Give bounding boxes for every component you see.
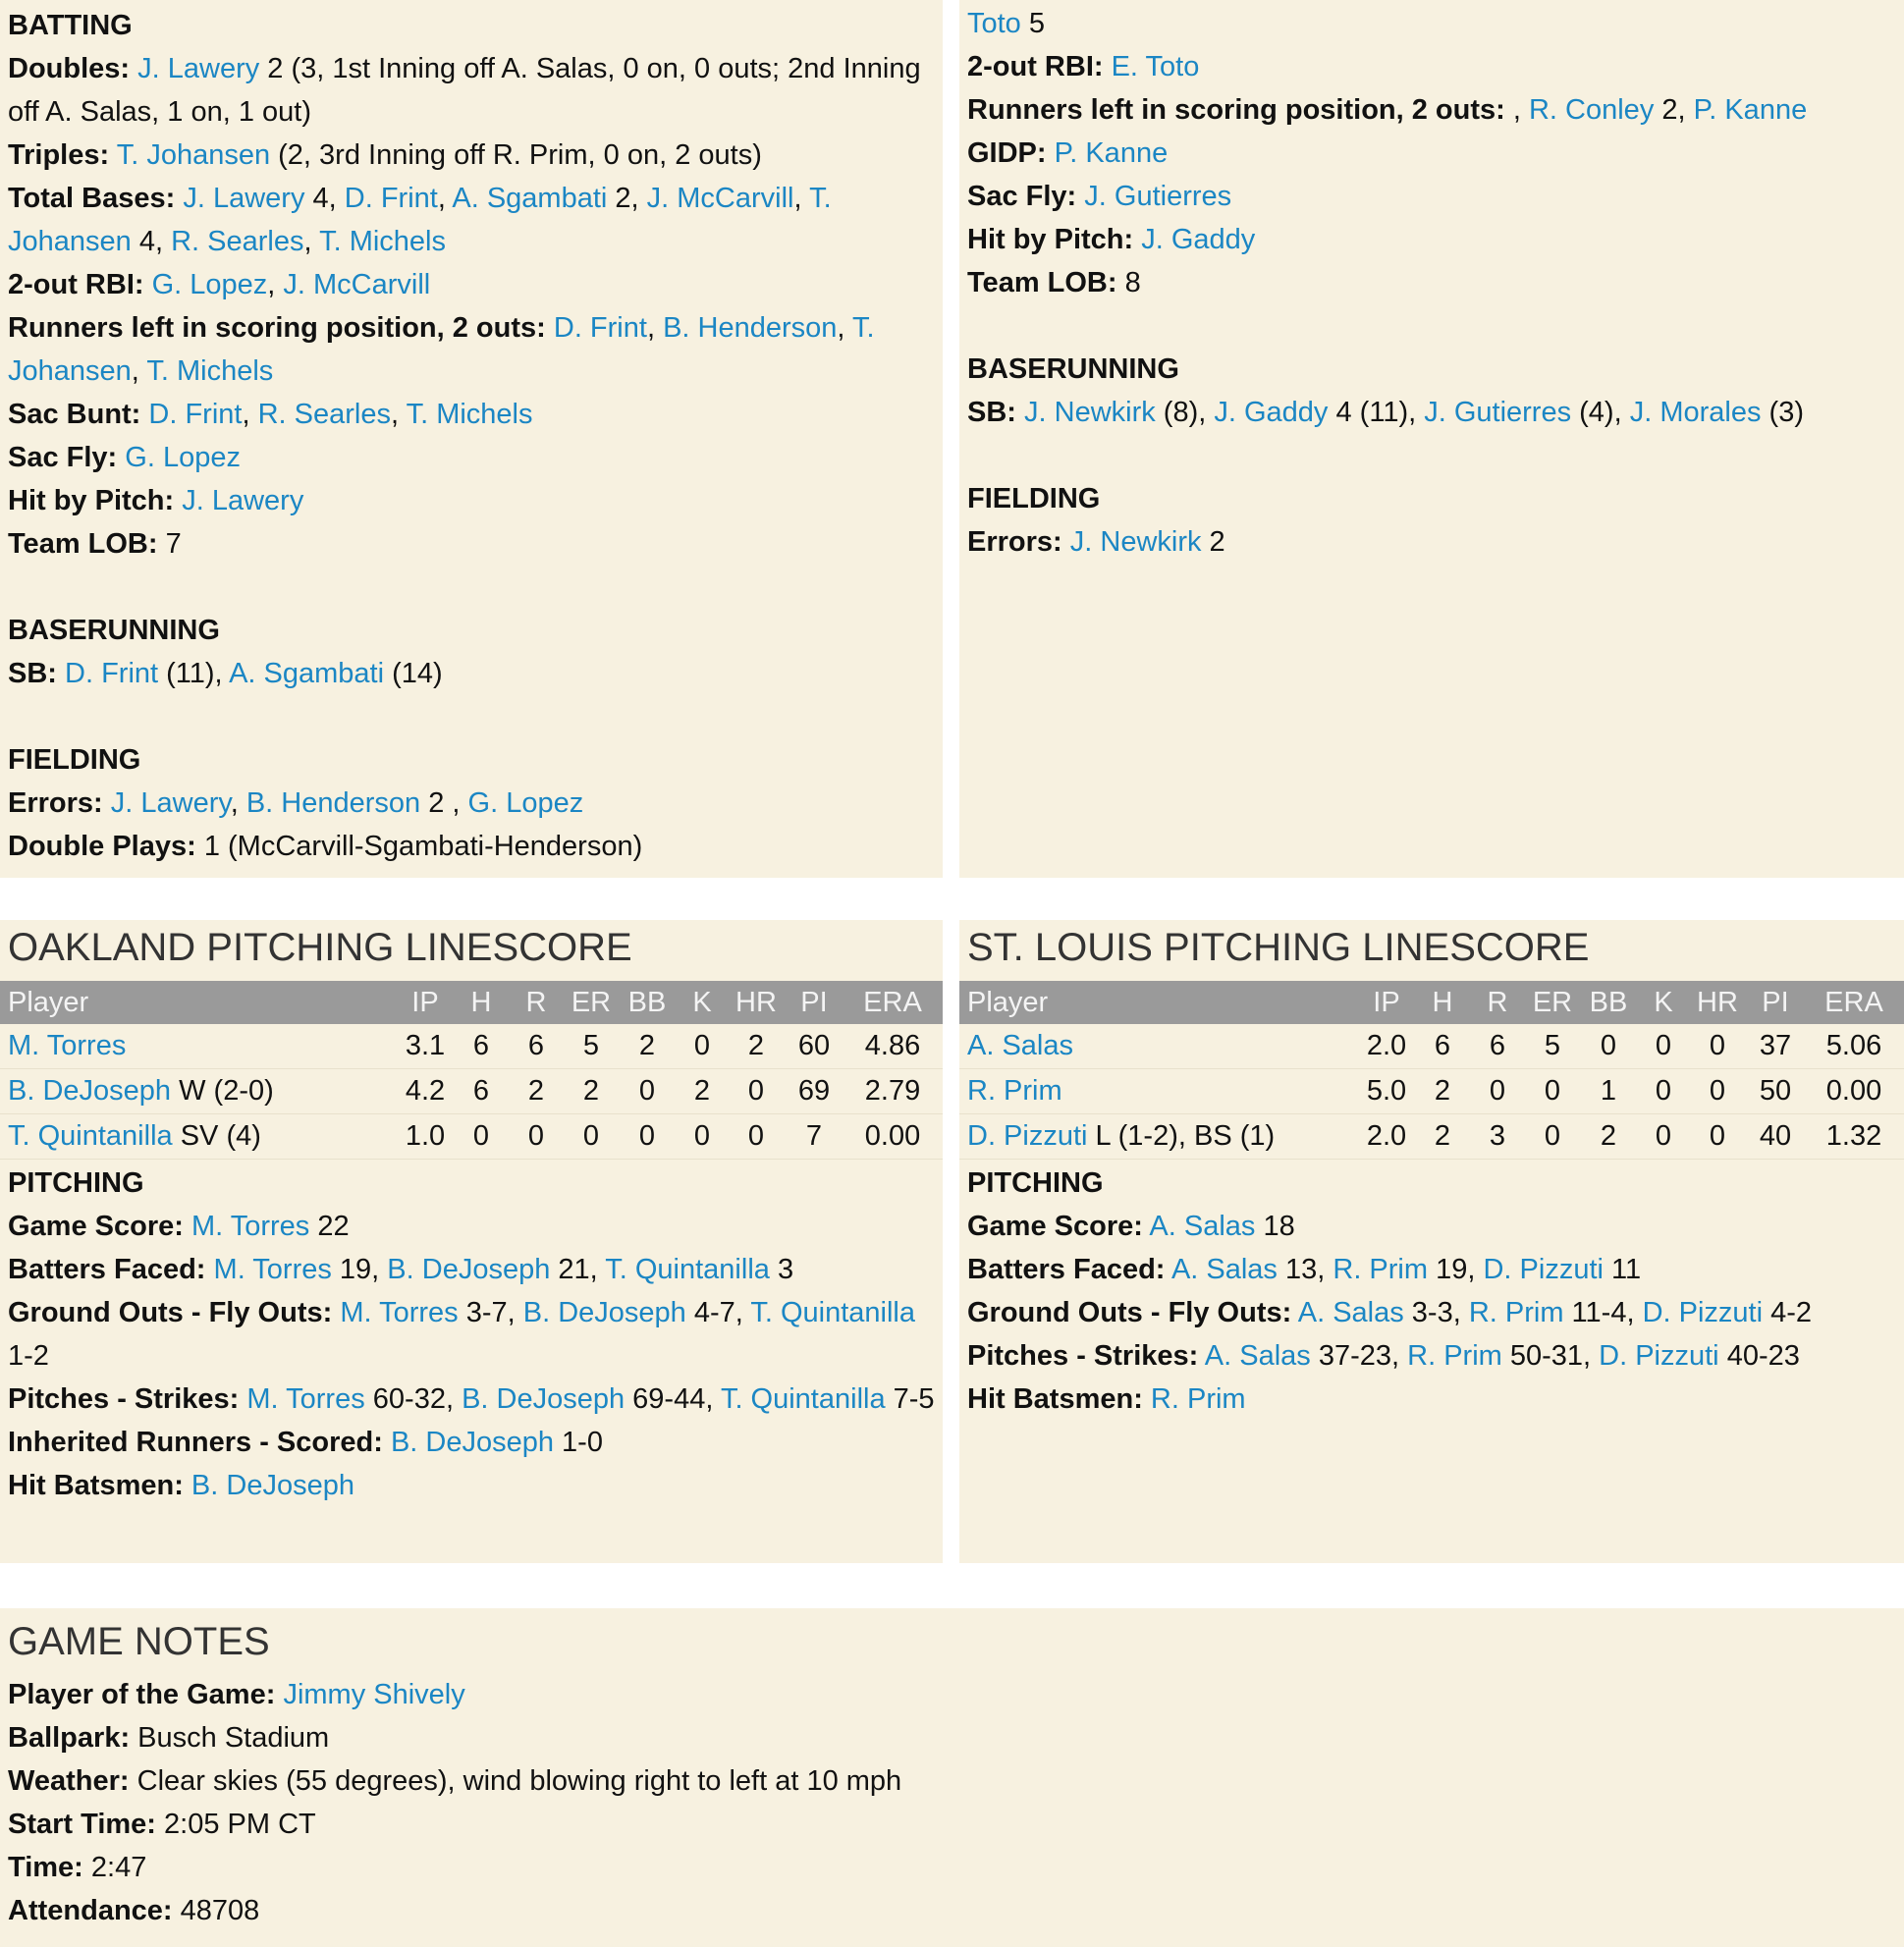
- player-of-game-line: [8, 1673, 1904, 1716]
- cell-h: 6: [456, 1069, 507, 1114]
- total-bases-line: Total Bases: J. Lawery 4, D. Frint, A. Sgambati 2, J. McCarvill, T. Johansen 4, R. Searles, T. Michels: [8, 183, 832, 257]
- column-header-ip[interactable]: IP: [395, 981, 456, 1024]
- cell-pi: 37: [1747, 1024, 1804, 1069]
- two-out-rbi-label: 2-out RBI:: [8, 269, 144, 300]
- stlouis-stats-panel: [959, 0, 1904, 878]
- oakland-pitching-table: [0, 981, 943, 1160]
- doubles-detail: 2 (3, 1st Inning off A. Salas, 0 on, 0 outs; 2nd Inning off A. Salas, 1 on, 1 out): [8, 53, 921, 128]
- stat-value: 69-44,: [625, 1383, 721, 1415]
- ground-fly-outs-line: [967, 1291, 1904, 1334]
- gidp-line: [967, 132, 1904, 175]
- game-notes-list: [0, 1673, 1904, 1932]
- stat-value: 5: [1020, 8, 1046, 39]
- ground-fly-outs-label: Ground Outs - Fly Outs:: [8, 1297, 333, 1328]
- player-link[interactable]: A. Salas: [1170, 1254, 1278, 1285]
- toto-line: [967, 2, 1904, 45]
- table-row: [959, 1069, 1904, 1114]
- two-out-rbi-line: 2-out RBI: G. Lopez, J. McCarvill: [8, 269, 431, 300]
- cell-h: 2: [1417, 1114, 1468, 1160]
- cell-pi: 69: [786, 1069, 843, 1114]
- stolen-bases-label: SB:: [967, 397, 1016, 428]
- player-link[interactable]: B. Henderson: [663, 312, 838, 344]
- cell-era: 4.86: [843, 1024, 943, 1069]
- decision-note: SV (4): [172, 1120, 261, 1152]
- player-link[interactable]: D. Pizzuti: [1642, 1297, 1764, 1328]
- cell-h: 0: [456, 1114, 507, 1160]
- game-notes-title: GAME NOTES: [8, 1620, 270, 1663]
- cell-h: 2: [1417, 1069, 1468, 1114]
- cell-bb: 0: [617, 1069, 678, 1114]
- oakland-stats-panel: [0, 0, 943, 878]
- stlouis-pitching-table: [959, 981, 1904, 1160]
- cell-k: 0: [1639, 1024, 1688, 1069]
- fielding-header: FIELDING: [8, 744, 141, 776]
- stat-value: 4: [304, 183, 329, 214]
- stlouis-pitching-title: ST. LOUIS PITCHING LINESCORE: [967, 926, 1590, 969]
- team-lob-value: 7: [157, 528, 182, 560]
- player-link[interactable]: J. Lawery: [183, 183, 305, 214]
- player-link[interactable]: T. Quintanilla: [8, 1120, 173, 1152]
- team-lob-label: Team LOB:: [8, 528, 158, 560]
- player-link[interactable]: B. DeJoseph: [390, 1427, 554, 1458]
- player-link[interactable]: A. Sgambati: [229, 658, 385, 689]
- cell-era: 1.32: [1804, 1114, 1904, 1160]
- cell-h: 6: [1417, 1024, 1468, 1069]
- errors-label: Errors:: [967, 526, 1062, 558]
- ballpark-value: Busch Stadium: [130, 1722, 330, 1754]
- triples-label: Triples:: [8, 139, 110, 171]
- game-score-label: Game Score:: [8, 1211, 184, 1242]
- sac-bunt-line: Sac Bunt: D. Frint, R. Searles, T. Michels: [8, 399, 533, 430]
- stat-value: 4-7,: [685, 1297, 751, 1328]
- game-time-label: Time:: [8, 1852, 83, 1883]
- stat-value: 18: [1255, 1211, 1295, 1242]
- stat-value: 21,: [550, 1254, 606, 1285]
- game-score-line: [967, 1205, 1904, 1248]
- cell-ip: 3.1: [395, 1024, 456, 1069]
- column-header-hr[interactable]: HR: [1688, 981, 1747, 1024]
- player-link[interactable]: T. Michels: [406, 399, 533, 430]
- team-lob-value: 8: [1116, 267, 1141, 298]
- player-link[interactable]: Toto: [967, 8, 1021, 39]
- stat-value: (8),: [1155, 397, 1215, 428]
- stat-value: 2: [607, 183, 631, 214]
- game-time-value: 2:47: [82, 1852, 147, 1883]
- player-link[interactable]: B. DeJoseph: [190, 1470, 354, 1501]
- ballpark-line: [8, 1716, 1904, 1759]
- stat-value: 60-32,: [364, 1383, 462, 1415]
- cell-er: 0: [1527, 1069, 1578, 1114]
- stat-value: (4),: [1571, 397, 1630, 428]
- cell-pi: 60: [786, 1024, 843, 1069]
- fielding-header: FIELDING: [967, 483, 1101, 514]
- decision-note: L (1-2), BS (1): [1087, 1120, 1276, 1152]
- player-link[interactable]: R. Prim: [1333, 1254, 1429, 1285]
- column-header-h[interactable]: H: [1417, 981, 1468, 1024]
- table-row: [0, 1024, 943, 1069]
- stat-value: 4: [131, 226, 155, 257]
- hbp-label: Hit by Pitch:: [8, 485, 175, 516]
- ground-fly-outs-label: Ground Outs - Fly Outs:: [967, 1297, 1292, 1328]
- player-link[interactable]: R. Searles: [171, 226, 304, 257]
- cell-er: 2: [566, 1069, 617, 1114]
- sac-fly-label: Sac Fly:: [967, 181, 1077, 212]
- team-lob-line: [967, 261, 1904, 304]
- stat-value: (3): [1761, 397, 1804, 428]
- player-link[interactable]: R. Prim: [1150, 1383, 1246, 1415]
- player-link[interactable]: D. Frint: [344, 183, 438, 214]
- attendance-line: [8, 1889, 1904, 1932]
- hit-batsmen-label: Hit Batsmen:: [8, 1470, 184, 1501]
- cell-pi: 40: [1747, 1114, 1804, 1160]
- column-header-k[interactable]: K: [1639, 981, 1688, 1024]
- player-link[interactable]: J. Newkirk: [1069, 526, 1202, 558]
- player-link[interactable]: G. Lopez: [125, 442, 241, 473]
- stlouis-pitching-notes: [959, 1160, 1904, 1421]
- column-header-player[interactable]: Player: [0, 981, 395, 1024]
- stat-value: 3: [769, 1254, 794, 1285]
- doubles-label: Doubles:: [8, 53, 131, 84]
- team-lob-line: [8, 522, 943, 566]
- player-link[interactable]: D. Pizzuti: [967, 1120, 1088, 1152]
- gidp-label: GIDP:: [967, 137, 1047, 169]
- hit-batsmen-line: [967, 1378, 1904, 1421]
- player-link[interactable]: B. DeJoseph: [462, 1383, 626, 1415]
- player-link[interactable]: J. Gutierres: [1424, 397, 1572, 428]
- ground-fly-outs-line: [8, 1291, 943, 1378]
- player-link[interactable]: J. Lawery: [182, 485, 304, 516]
- pitching-header: PITCHING: [8, 1167, 144, 1199]
- player-link[interactable]: D. Frint: [148, 399, 243, 430]
- sac-fly-label: Sac Fly:: [8, 442, 118, 473]
- hbp-line: [967, 218, 1904, 261]
- player-link[interactable]: B. Henderson: [245, 787, 421, 819]
- inherited-runners-line: [8, 1421, 943, 1464]
- player-link[interactable]: P. Kanne: [1693, 94, 1808, 126]
- cell-bb: 2: [617, 1024, 678, 1069]
- hbp-line: [8, 479, 943, 522]
- player-link[interactable]: T. Quintanilla: [750, 1297, 916, 1328]
- errors-label: Errors:: [8, 787, 103, 819]
- risp-line: Runners left in scoring position, 2 outs: D. Frint, B. Henderson, T. Johansen, T. Michels: [8, 312, 875, 387]
- column-header-bb[interactable]: BB: [617, 981, 678, 1024]
- total-bases-label: Total Bases:: [8, 183, 176, 214]
- weather-value: Clear skies (55 degrees), wind blowing right to left at 10 mph: [129, 1765, 902, 1797]
- start-time-value: 2:05 PM CT: [155, 1809, 316, 1840]
- stat-value: 40-23: [1718, 1340, 1800, 1372]
- errors-line: [967, 520, 1904, 564]
- cell-bb: 2: [1578, 1114, 1639, 1160]
- cell-k: 0: [678, 1024, 727, 1069]
- oakland-pitching-notes: [0, 1160, 943, 1507]
- batters-faced-label: Batters Faced:: [967, 1254, 1166, 1285]
- hbp-label: Hit by Pitch:: [967, 224, 1134, 255]
- player-link[interactable]: J. Newkirk: [1024, 397, 1156, 428]
- cell-ip: 4.2: [395, 1069, 456, 1114]
- team-lob-label: Team LOB:: [967, 267, 1117, 298]
- table-row: [0, 1114, 943, 1160]
- column-header-hr[interactable]: HR: [727, 981, 786, 1024]
- cell-r: 0: [1468, 1069, 1527, 1114]
- weather-label: Weather:: [8, 1765, 130, 1797]
- cell-h: 6: [456, 1024, 507, 1069]
- weather-line: [8, 1759, 1904, 1803]
- cell-ip: 2.0: [1356, 1114, 1417, 1160]
- player-link[interactable]: A. Salas: [1149, 1211, 1256, 1242]
- column-header-er[interactable]: ER: [1527, 981, 1578, 1024]
- stat-value: 3-7,: [458, 1297, 523, 1328]
- hit-batsmen-line: [8, 1464, 943, 1507]
- cell-pi: 7: [786, 1114, 843, 1160]
- sac-fly-line: [967, 175, 1904, 218]
- player-link[interactable]: J. Morales: [1629, 397, 1762, 428]
- player-link[interactable]: P. Kanne: [1054, 137, 1169, 169]
- column-header-h[interactable]: H: [456, 981, 507, 1024]
- player-link[interactable]: M. Torres: [340, 1297, 459, 1328]
- cell-hr: 0: [727, 1069, 786, 1114]
- double-plays-value: 1 (McCarvill-Sgambati-Henderson): [195, 831, 643, 862]
- stat-value: 11: [1603, 1254, 1642, 1285]
- baserunning-header: BASERUNNING: [967, 353, 1179, 385]
- stat-value: 11-4,: [1563, 1297, 1643, 1328]
- two-out-rbi-line: [967, 45, 1904, 88]
- stat-value: 37-23,: [1310, 1340, 1408, 1372]
- hit-batsmen-label: Hit Batsmen:: [967, 1383, 1143, 1415]
- stat-value: 3-3,: [1403, 1297, 1469, 1328]
- batters-faced-label: Batters Faced:: [8, 1254, 206, 1285]
- player-link[interactable]: T. Quintanilla: [720, 1383, 886, 1415]
- oakland-pitching-title: OAKLAND PITCHING LINESCORE: [8, 926, 632, 969]
- stat-value: 19,: [1428, 1254, 1484, 1285]
- player-link[interactable]: D. Pizzuti: [1599, 1340, 1719, 1372]
- game-score-label: Game Score:: [967, 1211, 1143, 1242]
- cell-k: 2: [678, 1069, 727, 1114]
- player-link[interactable]: M. Torres: [190, 1211, 310, 1242]
- player-link[interactable]: T. Johansen: [116, 139, 271, 171]
- cell-hr: 0: [1688, 1024, 1747, 1069]
- two-out-rbi-label: 2-out RBI:: [967, 51, 1104, 82]
- cell-r: 6: [507, 1024, 566, 1069]
- player-link[interactable]: G. Lopez: [467, 787, 584, 819]
- pitches-strikes-label: Pitches - Strikes:: [967, 1340, 1199, 1372]
- column-header-er[interactable]: ER: [566, 981, 617, 1024]
- player-link[interactable]: T. Johansen: [8, 183, 832, 257]
- game-notes-panel: [0, 1608, 1904, 1947]
- ballpark-label: Ballpark:: [8, 1722, 131, 1754]
- player-link[interactable]: M. Torres: [8, 1030, 127, 1061]
- column-header-r[interactable]: R: [1468, 981, 1527, 1024]
- risp-line: [967, 88, 1904, 132]
- stat-value: (11),: [158, 658, 230, 689]
- player-link[interactable]: T. Quintanilla: [605, 1254, 770, 1285]
- cell-r: 6: [1468, 1024, 1527, 1069]
- cell-era: 0.00: [843, 1114, 943, 1160]
- player-link[interactable]: J. McCarvill: [283, 269, 431, 300]
- cell-r: 2: [507, 1069, 566, 1114]
- batters-faced-line: [967, 1248, 1904, 1291]
- player-link[interactable]: T. Michels: [319, 226, 446, 257]
- cell-hr: 2: [727, 1024, 786, 1069]
- cell-ip: 5.0: [1356, 1069, 1417, 1114]
- player-link[interactable]: J. McCarvill: [646, 183, 794, 214]
- cell-bb: 1: [1578, 1069, 1639, 1114]
- player-link[interactable]: J. Lawery: [137, 53, 260, 84]
- cell-bb: 0: [1578, 1024, 1639, 1069]
- sac-bunt-label: Sac Bunt:: [8, 399, 141, 430]
- table-row: [959, 1024, 1904, 1069]
- column-header-era[interactable]: ERA: [843, 981, 943, 1024]
- table-header-row: [959, 981, 1904, 1024]
- stolen-bases-label: SB:: [8, 658, 57, 689]
- cell-ip: 2.0: [1356, 1024, 1417, 1069]
- player-link[interactable]: R. Searles: [257, 399, 391, 430]
- player-link[interactable]: R. Prim: [967, 1075, 1062, 1107]
- triples-detail: (2, 3rd Inning off R. Prim, 0 on, 2 outs): [270, 139, 762, 171]
- player-link[interactable]: A. Sgambati: [452, 183, 608, 214]
- cell-k: 0: [1639, 1114, 1688, 1160]
- cell-ip: 1.0: [395, 1114, 456, 1160]
- cell-era: 5.06: [1804, 1024, 1904, 1069]
- cell-bb: 0: [617, 1114, 678, 1160]
- stat-value: 50-31,: [1501, 1340, 1600, 1372]
- oakland-pitching-panel: [0, 920, 943, 1563]
- player-link[interactable]: E. Toto: [1111, 51, 1200, 82]
- player-link[interactable]: T. Michels: [146, 355, 274, 387]
- player-link[interactable]: B. DeJoseph: [387, 1254, 551, 1285]
- table-header-row: [0, 981, 943, 1024]
- table-row: [0, 1069, 943, 1114]
- cell-er: 5: [1527, 1024, 1578, 1069]
- double-plays-line: [8, 825, 943, 868]
- cell-era: 0.00: [1804, 1069, 1904, 1114]
- column-header-k[interactable]: K: [678, 981, 727, 1024]
- cell-hr: 0: [727, 1114, 786, 1160]
- player-link[interactable]: M. Torres: [246, 1383, 365, 1415]
- cell-hr: 0: [1688, 1069, 1747, 1114]
- pitches-strikes-label: Pitches - Strikes:: [8, 1383, 240, 1415]
- start-time-label: Start Time:: [8, 1809, 156, 1840]
- double-plays-label: Double Plays:: [8, 831, 196, 862]
- decision-note: W (2-0): [171, 1075, 274, 1107]
- cell-er: 5: [566, 1024, 617, 1069]
- inherited-runners-label: Inherited Runners - Scored:: [8, 1427, 383, 1458]
- stolen-bases-line: [8, 652, 943, 695]
- stat-value: 4 (11),: [1328, 397, 1425, 428]
- stat-value: 7-5: [885, 1383, 935, 1415]
- player-link[interactable]: T. Johansen: [8, 312, 875, 387]
- player-of-game-label: Player of the Game:: [8, 1679, 276, 1710]
- batting-header: BATTING: [8, 10, 133, 41]
- stat-value: (14): [384, 658, 443, 689]
- risp-label: Runners left in scoring position, 2 outs:: [967, 94, 1505, 126]
- player-link[interactable]: J. Gaddy: [1214, 397, 1329, 428]
- cell-er: 0: [1527, 1114, 1578, 1160]
- player-link[interactable]: G. Lopez: [151, 269, 268, 300]
- stat-value: 2,: [1654, 94, 1694, 126]
- player-link[interactable]: A. Salas: [1204, 1340, 1311, 1372]
- cell-era: 2.79: [843, 1069, 943, 1114]
- player-link[interactable]: D. Frint: [553, 312, 647, 344]
- player-link[interactable]: D. Frint: [65, 658, 159, 689]
- player-link[interactable]: B. DeJoseph: [8, 1075, 172, 1107]
- stat-value: 4-2: [1763, 1297, 1813, 1328]
- column-header-bb[interactable]: BB: [1578, 981, 1639, 1024]
- cell-k: 0: [678, 1114, 727, 1160]
- game-score-line: [8, 1205, 943, 1248]
- attendance-label: Attendance:: [8, 1895, 173, 1926]
- player-link[interactable]: R. Prim: [1407, 1340, 1502, 1372]
- batters-faced-line: [8, 1248, 943, 1291]
- stat-value: 1-2: [8, 1340, 49, 1372]
- player-link[interactable]: J. Gutierres: [1084, 181, 1232, 212]
- cell-hr: 0: [1688, 1114, 1747, 1160]
- column-header-r[interactable]: R: [507, 981, 566, 1024]
- column-header-era[interactable]: ERA: [1804, 981, 1904, 1024]
- cell-pi: 50: [1747, 1069, 1804, 1114]
- player-link[interactable]: J. Lawery: [110, 787, 231, 819]
- stat-value: 19,: [331, 1254, 388, 1285]
- doubles-line: [8, 47, 943, 134]
- column-header-ip[interactable]: IP: [1356, 981, 1417, 1024]
- player-link[interactable]: M. Torres: [213, 1254, 332, 1285]
- player-link[interactable]: R. Prim: [1468, 1297, 1564, 1328]
- cell-er: 0: [566, 1114, 617, 1160]
- stlouis-pitching-panel: [959, 920, 1904, 1563]
- player-link[interactable]: A. Salas: [967, 1030, 1073, 1061]
- player-link[interactable]: B. DeJoseph: [522, 1297, 686, 1328]
- baserunning-header: BASERUNNING: [8, 615, 220, 646]
- stat-value: 2 ,: [420, 787, 468, 819]
- start-time-line: [8, 1803, 1904, 1846]
- cell-r: 0: [507, 1114, 566, 1160]
- stat-value: ,: [1504, 94, 1529, 126]
- cell-r: 3: [1468, 1114, 1527, 1160]
- table-row: [959, 1114, 1904, 1160]
- sac-fly-line: [8, 436, 943, 479]
- stolen-bases-line: [967, 391, 1904, 434]
- stat-value: 13,: [1277, 1254, 1333, 1285]
- errors-line: Errors: J. Lawery, B. Henderson 2 , G. Lopez: [8, 787, 584, 819]
- pitches-strikes-line: [8, 1378, 943, 1421]
- stat-value: 1-0: [554, 1427, 603, 1458]
- stat-value: 22: [309, 1211, 350, 1242]
- game-time-line: [8, 1846, 1904, 1889]
- player-link[interactable]: A. Salas: [1297, 1297, 1404, 1328]
- triples-line: [8, 134, 943, 177]
- stat-value: 2: [1201, 526, 1225, 558]
- player-link[interactable]: R. Conley: [1528, 94, 1655, 126]
- pitching-header: PITCHING: [967, 1167, 1104, 1199]
- column-header-pi[interactable]: PI: [786, 981, 843, 1024]
- player-link[interactable]: J. Gaddy: [1141, 224, 1256, 255]
- column-header-player[interactable]: Player: [959, 981, 1356, 1024]
- player-link[interactable]: D. Pizzuti: [1483, 1254, 1604, 1285]
- column-header-pi[interactable]: PI: [1747, 981, 1804, 1024]
- player-link[interactable]: Jimmy Shively: [283, 1679, 465, 1710]
- pitches-strikes-line: [967, 1334, 1904, 1378]
- attendance-value: 48708: [172, 1895, 260, 1926]
- risp-label: Runners left in scoring position, 2 outs:: [8, 312, 546, 344]
- cell-k: 0: [1639, 1069, 1688, 1114]
